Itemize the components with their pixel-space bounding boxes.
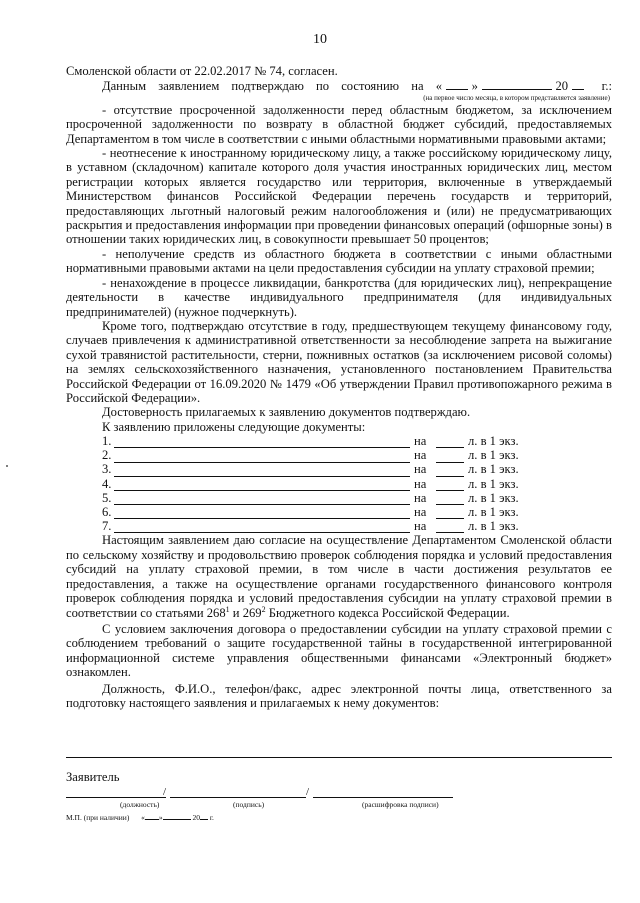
secrecy-paragraph: С условием заключения договора о предоставлении субсидии на уплату страховой премии с соблюдением требований о защите государственной тайны в государственной интегрированной информационной системе управления общественными финансами «Электронный бюджет» ознакомлен. <box>66 621 612 680</box>
document-sheets-field[interactable] <box>436 521 464 533</box>
document-name-field[interactable] <box>114 521 410 533</box>
reliability-paragraph: Достоверность прилагаемых к заявлению документов подтверждаю. <box>102 405 471 420</box>
applicant-label: Заявитель <box>66 770 120 784</box>
no-violation-paragraph: Кроме того, подтверждаю отсутствие в году, предшествующем текущему финансовому году, случаев привлечения к административной ответственности за несоблюдение запрета на выжигание сухой травянистой растительности, стерни, пожнивных остатков (за исключением рисовой соломы) на землях сельскохозяйственного назначения, установленного постановлением Правительства Российской Федерации от 16.09.2020 № 1479 «Об утверждении Правил противопожарного режима в Российской Федерации». <box>66 318 612 405</box>
document-tail: л. в 1 экз. <box>468 462 519 477</box>
mp-label: М.П. (при наличии) <box>66 813 130 822</box>
confirm-text: Данным заявлением подтверждаю по состоянию на « <box>102 79 443 94</box>
document-row <box>66 491 612 505</box>
document-row <box>66 448 612 462</box>
confirm-quote-close: » <box>471 79 478 94</box>
consent-text-mid: и 269 <box>229 605 262 620</box>
condition-item: - ненахождение в процессе ликвидации, банкротства (для юридических лиц), непрекращение деятельности в качестве индивидуального предпринимателя (для индивидуальных предпринимателей) (нужное подчеркнуть). <box>66 275 612 319</box>
mp-date-open: « <box>141 813 145 822</box>
document-na-label: на <box>414 462 427 477</box>
document-name-field[interactable] <box>114 507 410 519</box>
mp-date-close: » <box>158 813 163 822</box>
slash-2: / <box>306 786 310 798</box>
confirm-year-suffix: г.: <box>601 79 612 94</box>
consent-text-after: Бюджетного кодекса Российской Федерации. <box>265 605 510 620</box>
document-na-label: на <box>414 490 427 505</box>
document-sheets-field[interactable] <box>436 451 464 463</box>
confirm-year-prefix: 20 <box>555 79 569 94</box>
caption-signature: (подпись) <box>233 800 265 809</box>
consent-sup-2: 2 <box>261 604 266 614</box>
document-sheets-field[interactable] <box>436 465 464 477</box>
caption-position: (должность) <box>120 800 160 809</box>
document-number: 7. <box>102 519 112 534</box>
document-tail: л. в 1 экз. <box>468 433 519 448</box>
document-number: 1. <box>102 433 112 448</box>
document-tail: л. в 1 экз. <box>468 476 519 491</box>
document-na-label: на <box>414 433 427 448</box>
caption-name: (расшифровка подписи) <box>362 800 439 809</box>
document-row <box>66 434 612 448</box>
document-name-field[interactable] <box>114 493 410 505</box>
documents-intro: К заявлению приложены следующие документы: <box>102 419 366 434</box>
document-number: 6. <box>102 504 112 519</box>
document-row <box>66 519 612 533</box>
mp-year-suffix: г. <box>209 813 214 822</box>
confirm-note: (на первое число месяца, в котором представляется заявление) <box>423 93 610 102</box>
contact-answer-line[interactable] <box>66 757 612 758</box>
consent-sup-1: 1 <box>225 604 230 614</box>
contact-paragraph: Должность, Ф.И.О., телефон/факс, адрес электронной почты лица, ответственного за подготовку настоящего заявления и прилагаемых к нему документов: <box>66 681 612 710</box>
document-tail: л. в 1 экз. <box>468 504 519 519</box>
slash-1: / <box>163 786 167 798</box>
document-na-label: на <box>414 476 427 491</box>
document-name-field[interactable] <box>114 465 410 477</box>
document-tail: л. в 1 экз. <box>468 448 519 463</box>
intro-line: Смоленской области от 22.02.2017 № 74, согласен. <box>66 64 338 78</box>
document-na-label: на <box>414 519 427 534</box>
document-name-field[interactable] <box>114 436 410 448</box>
document-row <box>66 505 612 519</box>
mp-year-field[interactable] <box>200 812 208 820</box>
condition-item: - неотнесение к иностранному юридическому лицу, а также российскому юридическому лицу, в уставном (складочном) капитале которого доля участия иностранных юридических лиц, местом регистрации которых является государство или территория, включенные в утверждаемый Министерством финансов Российской Федерации перечень государств и территорий, предоставляющих льготный налоговый режим налогообложения и (или) не предусматривающих раскрытия и предоставления информации при проведении финансовых операций (офшорные зоны) в отношении таких юридических лиц, в совокупности превышает 50 процентов; <box>66 146 612 247</box>
confirm-year-blank[interactable] <box>572 78 584 90</box>
document-name-field[interactable] <box>114 479 410 491</box>
document-sheets-field[interactable] <box>436 436 464 448</box>
document-tail: л. в 1 экз. <box>468 490 519 505</box>
condition-item: - отсутствие просроченной задолженности перед областным бюджетом, за исключением просроченной задолженности по возврату в областной бюджет субсидий, предоставляемых Департаментом в том числе в соответствии с иными областными нормативными правовыми актами; <box>66 102 612 146</box>
document-na-label: на <box>414 504 427 519</box>
document-number: 2. <box>102 448 112 463</box>
mp-month-field[interactable] <box>163 812 191 820</box>
document-tail: л. в 1 экз. <box>468 519 519 534</box>
document-body <box>66 64 612 710</box>
document-sheets-field[interactable] <box>436 479 464 491</box>
confirm-month-blank[interactable] <box>482 78 552 90</box>
confirm-day-blank[interactable] <box>446 78 468 90</box>
document-number: 4. <box>102 476 112 491</box>
page-number: 10 <box>313 32 327 47</box>
document-row <box>66 477 612 491</box>
stamp-date-line <box>66 812 214 822</box>
mp-year: 20 <box>192 813 200 822</box>
name-field[interactable] <box>313 797 453 798</box>
document-na-label: на <box>414 448 427 463</box>
document-sheets-field[interactable] <box>436 493 464 505</box>
consent-paragraph <box>66 533 612 619</box>
document-number: 5. <box>102 490 112 505</box>
document-row <box>66 463 612 477</box>
document-sheets-field[interactable] <box>436 507 464 519</box>
position-field[interactable] <box>66 797 166 798</box>
documents-list <box>66 434 612 533</box>
margin-mark <box>6 465 8 467</box>
document-number: 3. <box>102 462 112 477</box>
consent-text-before: Настоящим заявлением даю согласие на осуществление Департаментом Смоленской области по сельскому хозяйству и продовольствию проверок соблюдения порядка и условий предоставления субсидий на уплату страховой премии, в том числе в части достижения результатов ее предоставления, а также на осуществление органами государственного финансового контроля проверок соблюдения порядка и условий предоставления субсидии на уплату страховой премии в соответствии со статьями 268 <box>66 533 612 620</box>
mp-day-field[interactable] <box>145 812 159 820</box>
document-name-field[interactable] <box>114 451 410 463</box>
condition-item: - неполучение средств из областного бюджета в соответствии с иными областными нормативными правовыми актами на цели предоставления субсидии на уплату страховой премии; <box>66 246 612 276</box>
signature-field[interactable] <box>170 797 306 798</box>
confirm-line <box>66 78 612 93</box>
